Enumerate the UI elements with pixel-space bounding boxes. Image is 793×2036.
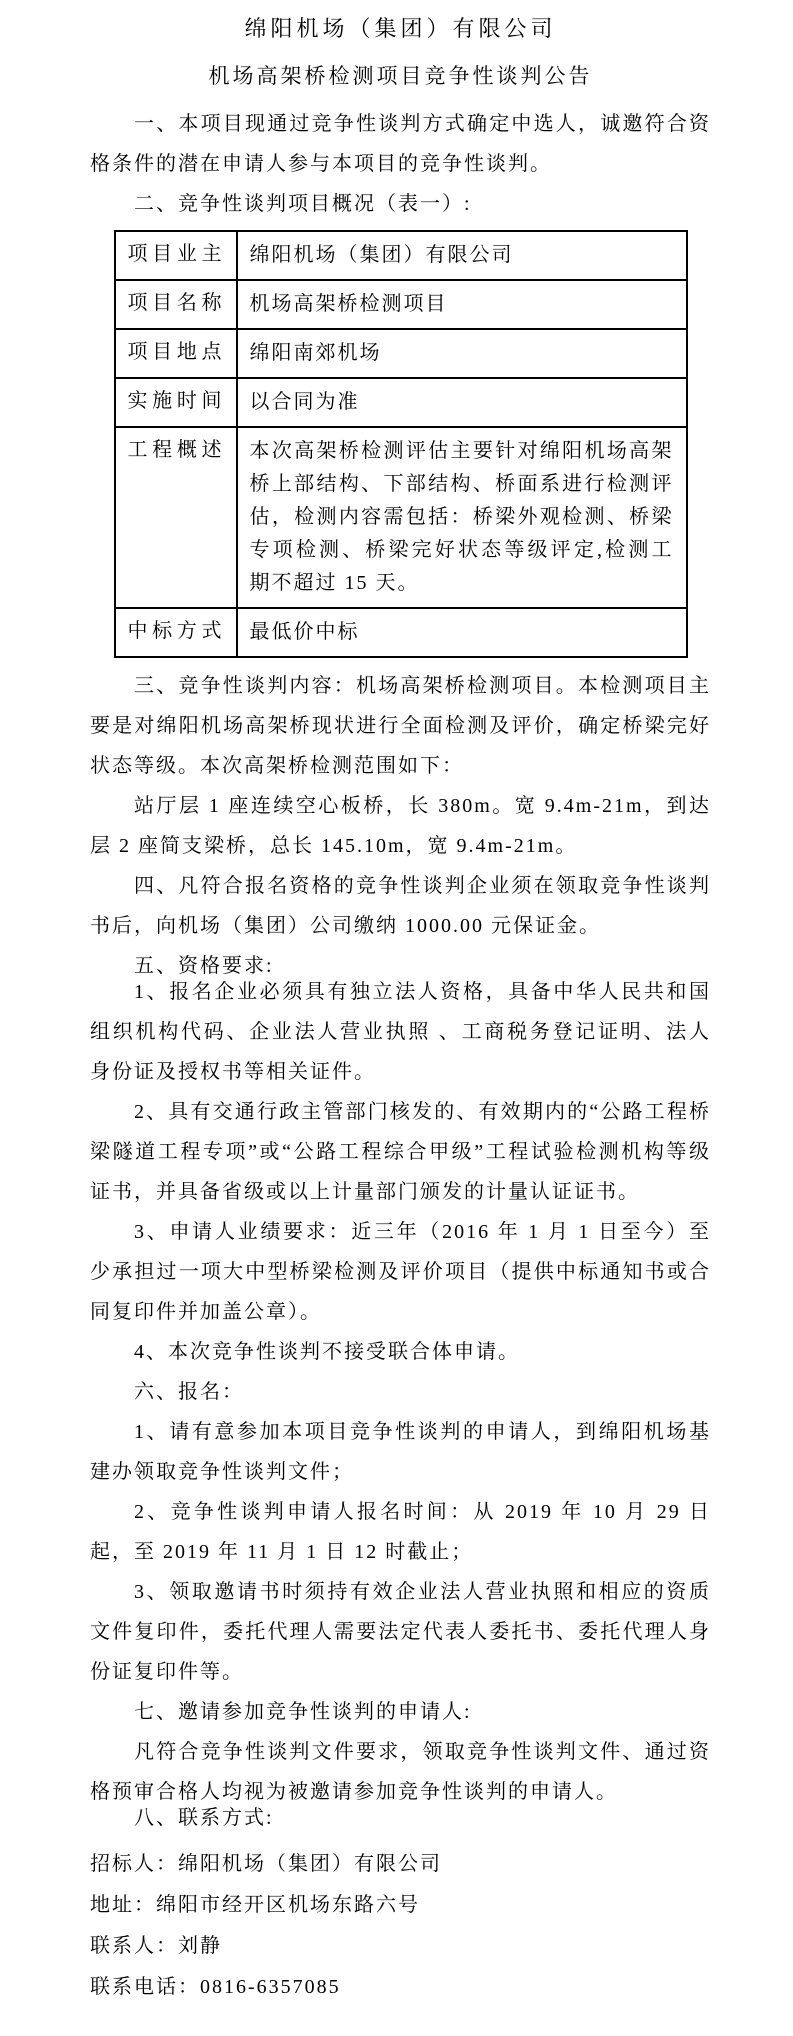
contact-block	[90, 1844, 711, 2008]
para-section-5-item-4: 4、本次竞争性谈判不接受联合体申请。	[134, 1341, 520, 1363]
heading-section-8: 八、联系方式:	[134, 1807, 274, 1829]
heading-section-6: 六、报名：	[134, 1381, 244, 1403]
table-row-label: 项目名称	[115, 280, 237, 329]
table-row-value: 机场高架桥检测项目	[237, 280, 687, 329]
table-row-project-summary	[115, 427, 687, 608]
para-section-3-detail: 站厅层 1 座连续空心板桥，长 380m。宽 9.4m-21m，到达层 2 座简支梁桥，总长 145.10m，宽 9.4m-21m。	[90, 795, 711, 857]
table-row-project-name	[115, 280, 687, 329]
contact-bidder: 招标人：绵阳机场（集团）有限公司	[90, 1853, 442, 1875]
heading-section-2: 二、竞争性谈判项目概况（表一）:	[134, 193, 472, 215]
table-row-value: 绵阳机场（集团）有限公司	[237, 231, 687, 280]
para-section-1: 一、本项目现通过竞争性谈判方式确定中选人，诚邀符合资格条件的潜在申请人参与本项目的竞争性谈判。	[90, 113, 711, 175]
table-row-label: 项目地点	[115, 329, 237, 378]
table-row-value: 以合同为准	[237, 378, 687, 427]
para-section-7-text: 凡符合竞争性谈判文件要求，领取竞争性谈判文件、通过资格预审合格人均视为被邀请参加竞争性谈判的申请人。	[90, 1741, 711, 1803]
table-row-project-location	[115, 329, 687, 378]
heading-section-7: 七、邀请参加竞争性谈判的申请人:	[134, 1701, 472, 1723]
table-row-label: 实施时间	[115, 378, 237, 427]
company-title: 绵阳机场（集团）有限公司	[244, 16, 557, 41]
table-row-label: 项目业主	[115, 231, 237, 280]
para-section-5-item-2: 2、具有交通行政主管部门核发的、有效期内的“公路工程桥梁隧道工程专项”或“公路工程综合甲级”工程试验检测机构等级证书，并具备省级或以上计量部门颁发的计量认证证书。	[90, 1101, 711, 1203]
contact-person: 联系人：刘静	[90, 1935, 222, 1957]
project-overview-table	[114, 230, 688, 658]
table-row-implementation-time	[115, 378, 687, 427]
table-row-label: 中标方式	[115, 608, 237, 657]
heading-section-5: 五、资格要求:	[134, 955, 274, 977]
contact-phone: 联系电话：0816-6357085	[90, 1976, 341, 1998]
para-section-5-item-1: 1、报名企业必须具有独立法人资格，具备中华人民共和国组织机构代码、企业法人营业执照 、工商税务登记证明、法人身份证及授权书等相关证件。	[90, 981, 711, 1083]
para-section-3: 三、竞争性谈判内容：机场高架桥检测项目。本检测项目主要是对绵阳机场高架桥现状进行全面检测及评价，确定桥梁完好状态等级。本次高架桥检测范围如下：	[90, 675, 711, 777]
para-section-6-item-2: 2、竞争性谈判申请人报名时间：从 2019 年 10 月 29 日起，至 2019 年 11 月 1 日 12 时截止；	[90, 1501, 711, 1563]
para-section-6-item-3: 3、领取邀请书时须持有效企业法人营业执照和相应的资质文件复印件，委托代理人需要法定代表人委托书、委托代理人身份证复印件等。	[90, 1581, 711, 1683]
table-row-value: 最低价中标	[237, 608, 687, 657]
table-row-award-method	[115, 608, 687, 657]
para-section-5-item-3: 3、申请人业绩要求：近三年（2016 年 1 月 1 日至今）至少承担过一项大中型桥梁检测及评价项目（提供中标通知书或合同复印件并加盖公章）。	[90, 1221, 711, 1323]
para-section-6-item-1: 1、请有意参加本项目竞争性谈判的申请人，到绵阳机场基建办领取竞争性谈判文件；	[90, 1421, 711, 1483]
contact-address: 地址：绵阳市经开区机场东路六号	[90, 1894, 420, 1916]
table-row-value: 绵阳南郊机场	[237, 329, 687, 378]
para-section-4: 四、凡符合报名资格的竞争性谈判企业须在领取竞争性谈判书后，向机场（集团）公司缴纳 1000.00 元保证金。	[90, 875, 711, 937]
table-row-value: 本次高架桥检测评估主要针对绵阳机场高架桥上部结构、下部结构、桥面系进行检测评估，检测内容需包括：桥梁外观检测、桥梁专项检测、桥梁完好状态等级评定,检测工期不超过 15 天。	[237, 427, 687, 608]
notice-title: 机场高架桥检测项目竞争性谈判公告	[208, 64, 593, 88]
table-row-project-owner	[115, 231, 687, 280]
table-row-label: 工程概述	[115, 427, 237, 608]
